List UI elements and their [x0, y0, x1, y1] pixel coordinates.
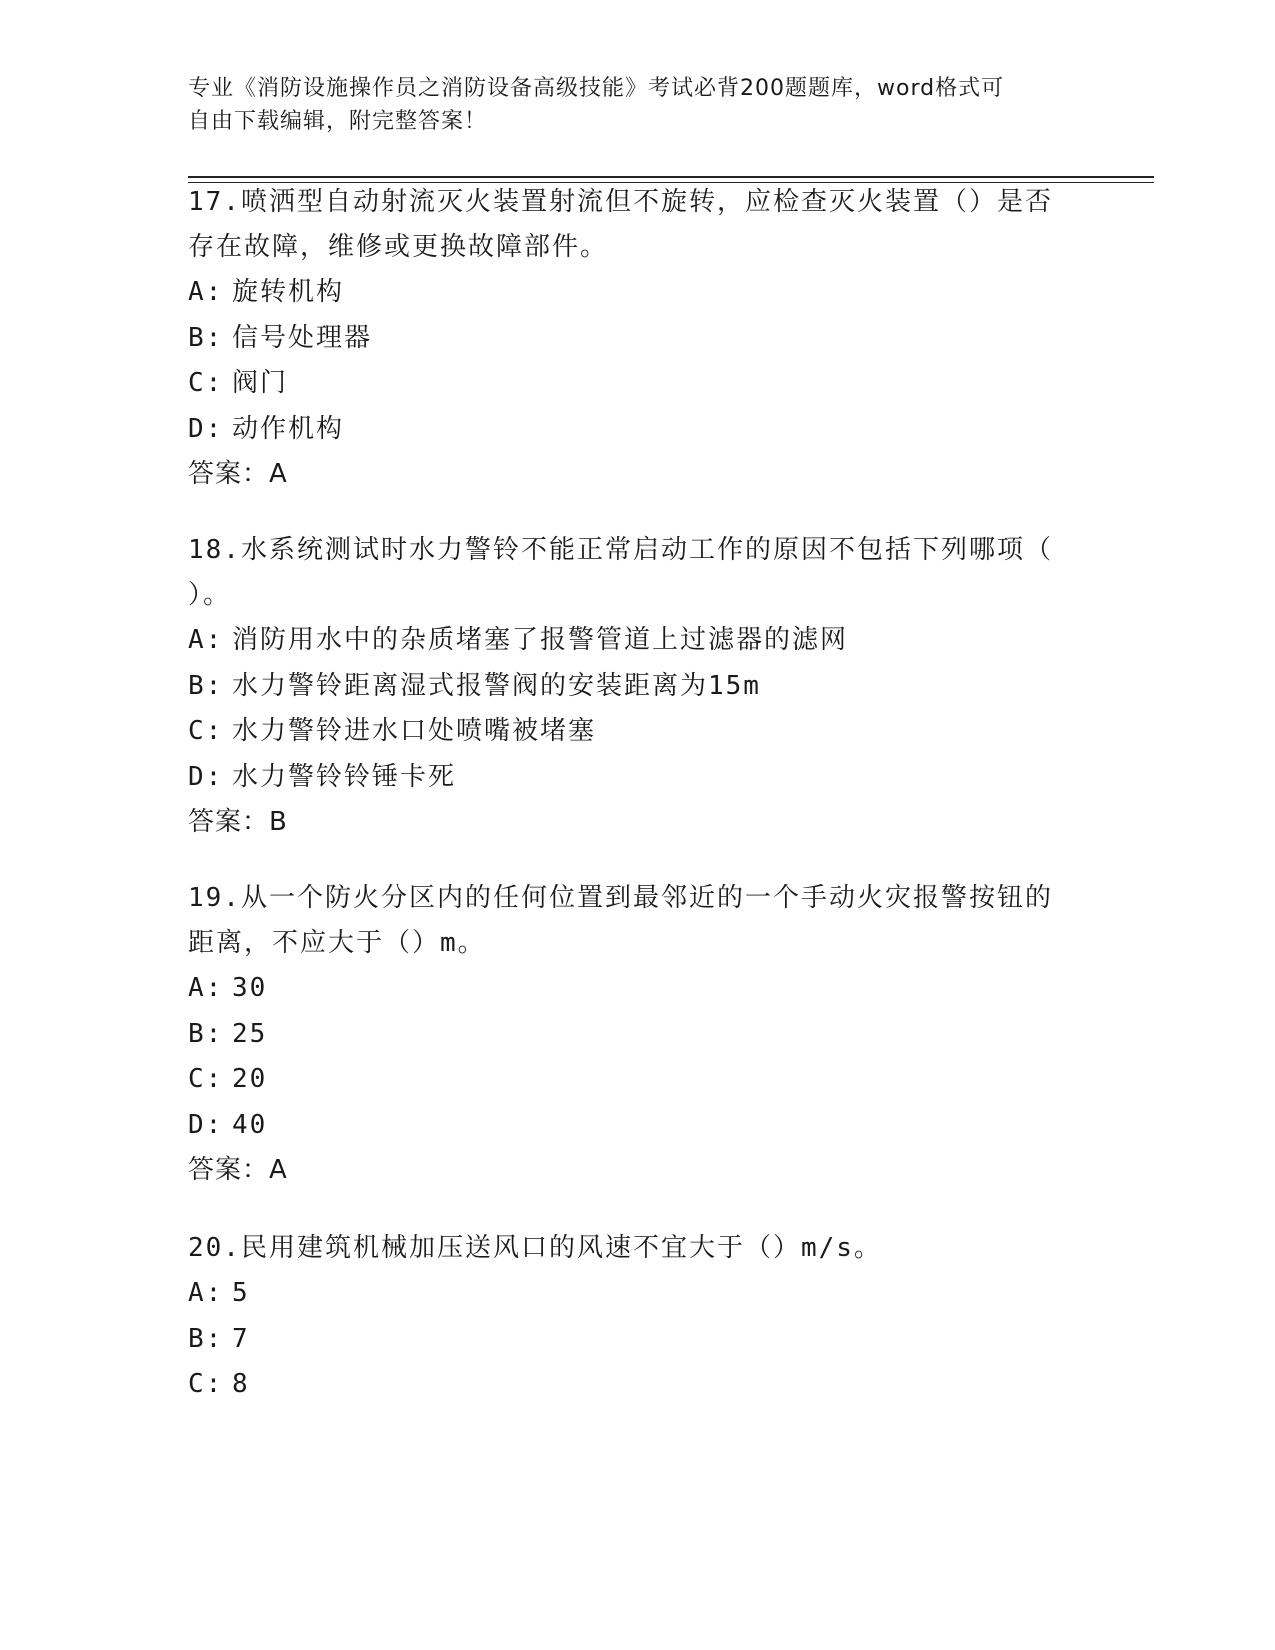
option-text: 40	[232, 1109, 268, 1140]
option-letter: C:	[188, 1369, 224, 1399]
question-text-line: 存在故障，维修或更换故障部件。	[188, 232, 609, 262]
option-letter: B:	[188, 1323, 224, 1354]
option-letter: D:	[188, 413, 224, 444]
question-text-line: 20.民用建筑机械加压送风口的风速不宜大于（）m/s。	[188, 1233, 882, 1263]
question-text-line: 17.喷洒型自动射流灭火装置射流但不旋转，应检查灭火装置（）是否	[188, 187, 1053, 217]
option-text: 7	[232, 1323, 250, 1354]
option-letter: B:	[188, 1018, 224, 1049]
option-a	[188, 1271, 1088, 1317]
option-b	[188, 664, 1088, 710]
option-c	[188, 361, 1088, 407]
option-text: 20	[232, 1064, 268, 1094]
option-text: 信号处理器	[232, 322, 373, 353]
header-divider-thick	[188, 176, 1154, 178]
question-text-line: 19.从一个防火分区内的任何位置到最邻近的一个手动火灾报警按钮的	[188, 883, 1053, 913]
question-18	[188, 528, 1088, 845]
option-a	[188, 618, 1088, 664]
option-b	[188, 316, 1088, 362]
option-c	[188, 709, 1088, 755]
question-text	[188, 876, 1068, 966]
option-letter: A:	[188, 625, 224, 655]
option-text: 水力警铃进水口处喷嘴被堵塞	[232, 716, 597, 746]
option-text: 水力警铃距离湿式报警阀的安装距离为15m	[232, 670, 761, 701]
question-20	[188, 1226, 1088, 1408]
option-d	[188, 1103, 1088, 1149]
option-letter: D:	[188, 1109, 224, 1140]
option-letter: B:	[188, 322, 224, 353]
option-text: 动作机构	[232, 413, 345, 444]
option-letter: C:	[188, 1064, 224, 1094]
answer-line: 答案：A	[188, 459, 288, 489]
question-17	[188, 180, 1088, 497]
option-text: 旋转机构	[232, 277, 345, 307]
option-letter: D:	[188, 761, 224, 792]
option-text: 8	[232, 1369, 250, 1399]
option-letter: B:	[188, 670, 224, 701]
answer-line: 答案：B	[188, 807, 288, 837]
option-letter: C:	[188, 716, 224, 746]
option-letter: A:	[188, 1278, 224, 1308]
option-text: 消防用水中的杂质堵塞了报警管道上过滤器的滤网	[232, 625, 849, 655]
option-b	[188, 1317, 1088, 1363]
option-d	[188, 755, 1088, 801]
option-d	[188, 407, 1088, 453]
option-c	[188, 1057, 1088, 1103]
question-text-line: 18.水系统测试时水力警铃不能正常启动工作的原因不包括下列哪项（	[188, 535, 1053, 565]
option-text: 水力警铃铃锤卡死	[232, 761, 457, 792]
option-text: 25	[232, 1018, 268, 1049]
option-a	[188, 270, 1088, 316]
question-text	[188, 180, 1068, 270]
answer-line: 答案：A	[188, 1155, 288, 1185]
option-a	[188, 966, 1088, 1012]
option-c	[188, 1362, 1088, 1408]
question-19	[188, 876, 1088, 1193]
option-text: 5	[232, 1278, 250, 1308]
question-text-line: 距离，不应大于（）m。	[188, 928, 486, 958]
header-line-2: 自由下载编辑，附完整答案！	[188, 109, 488, 134]
option-b	[188, 1012, 1088, 1058]
document-header	[188, 72, 1068, 138]
option-text: 阀门	[232, 368, 289, 398]
option-text: 30	[232, 973, 268, 1003]
question-text	[188, 1226, 1068, 1271]
question-text	[188, 528, 1068, 618]
option-letter: A:	[188, 277, 224, 307]
question-text-line: ）。	[188, 580, 232, 610]
header-line-1: 专业《消防设施操作员之消防设备高级技能》考试必背200题题库，word格式可	[188, 76, 1005, 101]
option-letter: A:	[188, 973, 224, 1003]
option-letter: C:	[188, 368, 224, 398]
